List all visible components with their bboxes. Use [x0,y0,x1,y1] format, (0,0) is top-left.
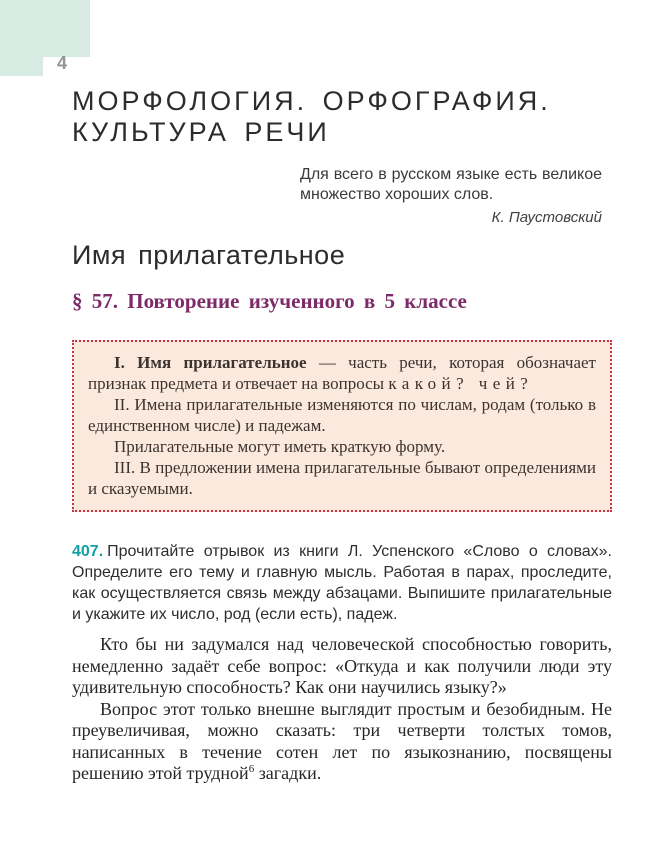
rule-item-3: III. В предложении имена прилагательные бывают определениями и сказуемыми. [88,458,596,498]
page-number: 4 [57,53,68,73]
rule-item-1 [88,352,596,394]
rule-item-2b: Прилагательные могут иметь краткую форму. [114,437,446,456]
rule-item-2: II. Имена прилагательные изменяются по числам, родам (только в единственном числе) и падежам. [88,395,596,435]
rule-item-1-text: — часть речи, которая обозначает признак предмета и отвечает на вопросы [88,353,596,393]
reading-paragraph-1: Кто бы ни задумался над человеческой способностью говорить, немедленно задаёт себе вопрос: «Откуда и как получили люди эту удивительную способность? Как они научились языку?» [72,634,612,697]
epigraph-text: Для всего в русском языке есть великое множество хороших слов. [300,166,602,203]
footnote-marker: 6 [248,763,255,775]
rule-item-1-numeral: I. [114,353,138,372]
chapter-part-title [72,86,612,148]
rule-item-1-term: Имя прилагательное [137,353,307,372]
reading-text [72,634,612,785]
epigraph [300,165,602,226]
rule-box [72,340,612,512]
rule-item-1-questions: какой? чей? [388,374,534,393]
paragraph-heading: § 57. Повторение изученного в 5 классе [72,289,467,313]
section-title: Имя прилагательное [72,240,346,270]
reading-paragraph-2 [72,699,612,785]
chapter-part-title-line2: КУЛЬТУРА РЕЧИ [72,117,330,147]
exercise-number: 407. [72,543,104,560]
page-content [72,0,612,785]
exercise-instruction: Прочитайте отрывок из книги Л. Успенского «Слово о словах». Определите его тему и главную мысль. Работая в парах, проследите, как осуществляется связь между абзацами. Выпишите прилагательные и укажите их число, род (если есть), падеж. [72,543,612,623]
reading-paragraph-2-end: загадки. [254,763,322,783]
chapter-part-title-line1: МОРФОЛОГИЯ. ОРФОГРАФИЯ. [72,86,551,116]
reading-paragraph-2-text: Вопрос этот только внешне выглядит простым и безобидным. Не преувеличивая, можно сказать: три четверти толстых томов, написанных в течение сотен лет по языкознанию, посвящены решению этой трудной [72,698,612,783]
corner-decoration-tail [0,57,43,76]
exercise-407 [72,541,612,625]
epigraph-author: К. Паустовский [491,209,602,226]
